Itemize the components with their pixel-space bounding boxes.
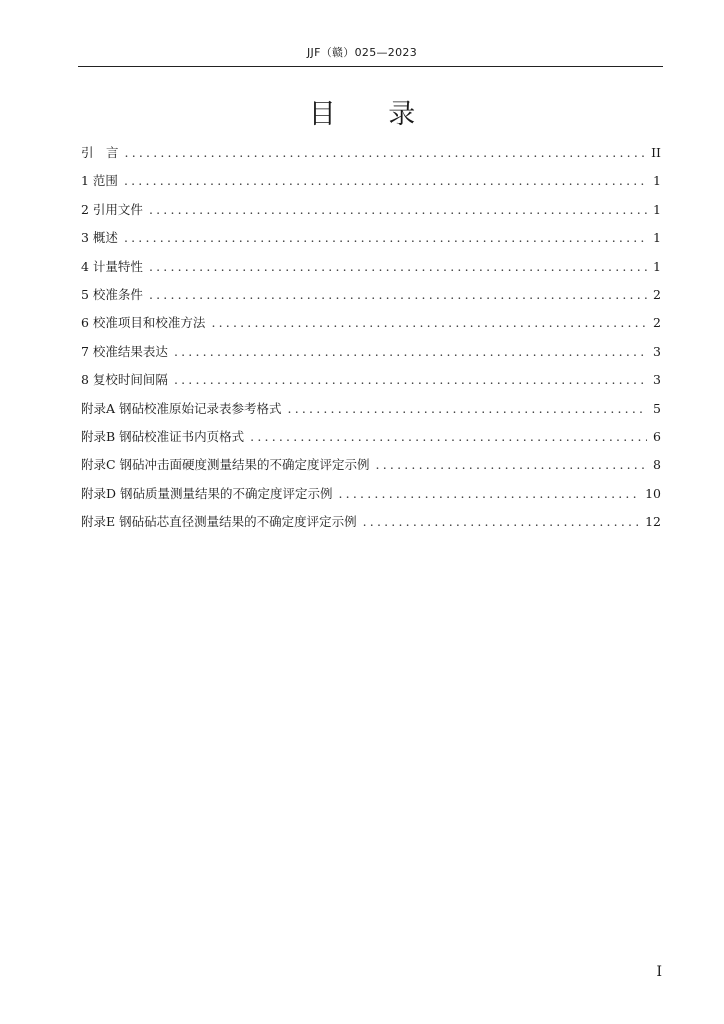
toc-entry-scope[interactable] bbox=[81, 171, 661, 199]
toc-leader-dots bbox=[149, 287, 647, 302]
toc-leader-dots bbox=[124, 173, 647, 188]
footer-page-number: I bbox=[656, 964, 662, 980]
toc-leader-dots bbox=[339, 486, 640, 501]
toc-entry-label: 5 校准条件 bbox=[81, 286, 143, 302]
toc-entry-label: 1 范围 bbox=[81, 173, 118, 189]
toc-entry-page: 5 bbox=[653, 400, 661, 416]
toc-entry-page: 8 bbox=[653, 457, 661, 473]
toc-entry-label: 附录D 钢砧质量测量结果的不确定度评定示例 bbox=[81, 485, 333, 501]
toc-entry-page: 1 bbox=[653, 230, 661, 246]
toc-entry-page: 3 bbox=[653, 372, 661, 388]
toc-entry-appendix-b[interactable] bbox=[81, 427, 661, 455]
toc-entry-page: 1 bbox=[653, 173, 661, 189]
toc-leader-dots bbox=[376, 457, 648, 472]
toc-entry-label: 8 复校时间间隔 bbox=[81, 372, 168, 388]
toc-entry-page: 1 bbox=[653, 201, 661, 217]
toc-entry-page: 12 bbox=[645, 514, 661, 530]
toc-leader-dots bbox=[363, 514, 639, 529]
toc-entry-label: 2 引用文件 bbox=[81, 201, 143, 217]
toc-leader-dots bbox=[174, 372, 647, 387]
toc-entry-appendix-c[interactable] bbox=[81, 455, 661, 483]
toc-entry-metrological-characteristics[interactable] bbox=[81, 257, 661, 285]
toc-entry-page: II bbox=[651, 145, 661, 160]
toc-entry-label: 7 校准结果表达 bbox=[81, 343, 168, 359]
header-divider bbox=[78, 66, 663, 67]
toc-entry-page: 6 bbox=[653, 428, 661, 444]
toc-entry-result-expression[interactable] bbox=[81, 342, 661, 370]
toc-entry-label: 附录B 钢砧校准证书内页格式 bbox=[81, 428, 245, 444]
toc-entry-label: 6 校准项目和校准方法 bbox=[81, 315, 206, 331]
toc-entry-recalibration-interval[interactable] bbox=[81, 370, 661, 398]
toc-entry-calibration-items-methods[interactable] bbox=[81, 313, 661, 341]
toc-leader-dots bbox=[250, 429, 647, 444]
toc-leader-dots bbox=[149, 259, 647, 274]
toc-entry-page: 3 bbox=[653, 343, 661, 359]
toc-entry-page: 2 bbox=[653, 315, 661, 331]
toc-entry-overview[interactable] bbox=[81, 228, 661, 256]
toc-leader-dots bbox=[288, 401, 648, 416]
toc-list bbox=[81, 143, 661, 540]
toc-leader-dots bbox=[211, 315, 647, 330]
toc-entry-label: 附录C 钢砧冲击面硬度测量结果的不确定度评定示例 bbox=[81, 457, 370, 473]
toc-leader-dots bbox=[125, 145, 646, 160]
document-code-header: JJF（赣）025—2023 bbox=[306, 46, 417, 59]
toc-entry-label: 引 言 bbox=[81, 145, 119, 160]
toc-entry-references[interactable] bbox=[81, 200, 661, 228]
toc-leader-dots bbox=[124, 230, 647, 245]
toc-title: 目 录 bbox=[308, 99, 438, 130]
toc-entry-page: 1 bbox=[653, 258, 661, 274]
toc-leader-dots bbox=[174, 344, 647, 359]
toc-entry-label: 3 概述 bbox=[81, 230, 118, 246]
toc-entry-foreword[interactable] bbox=[81, 143, 661, 171]
toc-entry-label: 4 计量特性 bbox=[81, 258, 143, 274]
toc-entry-label: 附录A 钢砧校准原始记录表参考格式 bbox=[81, 400, 282, 416]
toc-entry-calibration-conditions[interactable] bbox=[81, 285, 661, 313]
toc-entry-appendix-d[interactable] bbox=[81, 484, 661, 512]
toc-entry-appendix-e[interactable] bbox=[81, 512, 661, 540]
toc-entry-label: 附录E 钢砧砧芯直径测量结果的不确定度评定示例 bbox=[81, 514, 357, 530]
toc-entry-appendix-a[interactable] bbox=[81, 399, 661, 427]
toc-entry-page: 10 bbox=[645, 485, 661, 501]
toc-entry-page: 2 bbox=[653, 286, 661, 302]
toc-leader-dots bbox=[149, 202, 647, 217]
